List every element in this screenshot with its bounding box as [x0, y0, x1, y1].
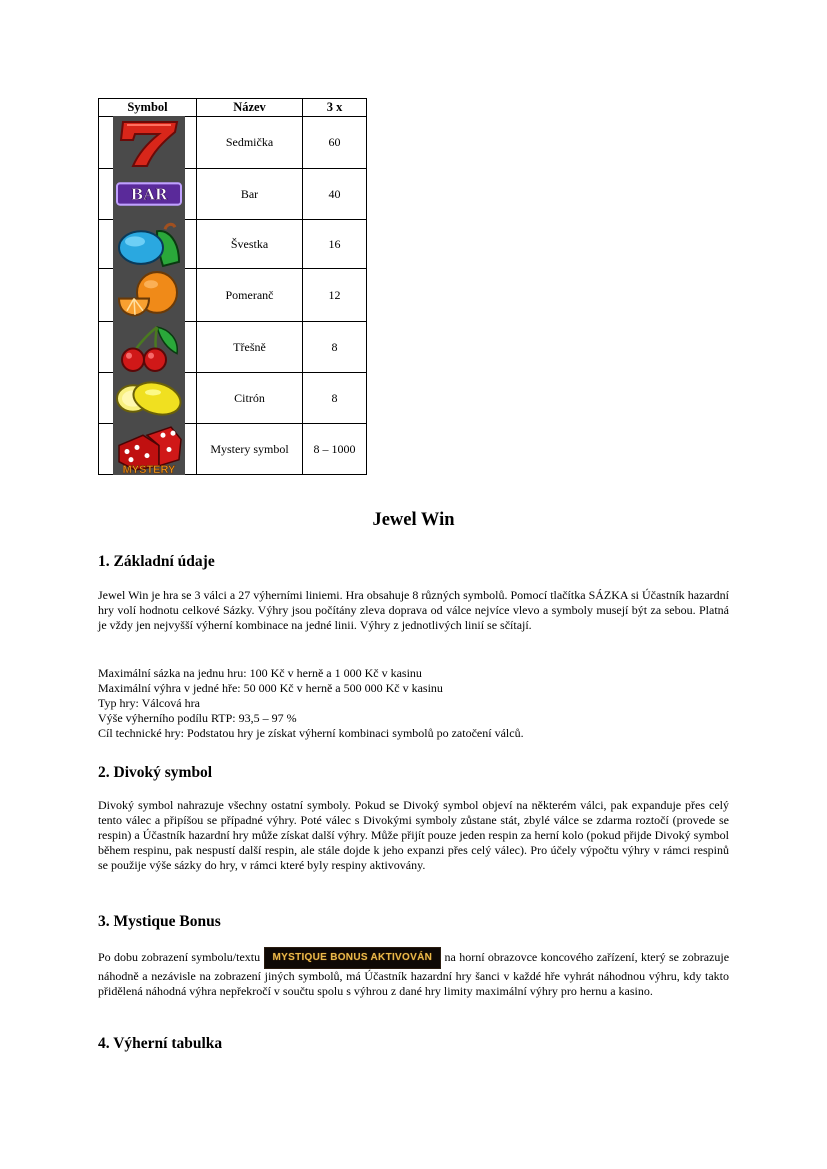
section-heading-basic-info: 1. Základní údaje	[98, 553, 215, 570]
mystique-bonus-badge: MYSTIQUE BONUS AKTIVOVÁN	[264, 947, 442, 969]
section-heading-wild-symbol: 2. Divoký symbol	[98, 764, 213, 781]
symbol-name: Švestka	[197, 220, 303, 269]
header-name: Název	[197, 99, 303, 117]
paragraph-text-before: Po dobu zobrazení symbolu/textu	[98, 950, 261, 964]
info-line-game-type: Typ hry: Válcová hra	[98, 696, 200, 710]
info-line-goal: Cíl technické hry: Podstatou hry je získat výherní kombinaci symbolů po zatočení válců.	[98, 726, 524, 740]
section-heading-mystique-bonus: 3. Mystique Bonus	[98, 913, 221, 930]
table-row	[99, 322, 367, 373]
symbol-multiplier: 40	[303, 169, 367, 220]
symbol-multiplier: 16	[303, 220, 367, 269]
table-header-row	[99, 99, 367, 117]
table-row	[99, 169, 367, 220]
symbol-multiplier: 8	[303, 373, 367, 424]
symbol-multiplier: 8	[303, 322, 367, 373]
symbol-name: Třešně	[197, 322, 303, 373]
symbol-name: Citrón	[197, 373, 303, 424]
symbol-cell	[99, 322, 197, 373]
header-symbol: Symbol	[99, 99, 197, 117]
orange-icon	[113, 268, 185, 322]
svg-text:BAR: BAR	[130, 185, 168, 204]
header-multiplier: 3 x	[303, 99, 367, 117]
info-line-max-win: Maximální výhra v jedné hře: 50 000 Kč v herně a 500 000 Kč v kasinu	[98, 681, 443, 695]
lemon-icon	[113, 372, 185, 424]
symbol-name: Sedmička	[197, 117, 303, 169]
symbol-cell	[99, 220, 197, 269]
svg-text:MYSTERY: MYSTERY	[122, 463, 176, 475]
section-heading-paytable: 4. Výherní tabulka	[98, 1035, 223, 1052]
paragraph-text-after: na horní obrazovce koncového zařízení, který se zobrazuje náhodně a nezávisle na zobrazení jiných symbolů, má Účastník hazardní hry šanci v každé hře vyhrát náhodnou výhru, kdy takto přidělená náhodná výhra nepřekročí v součtu spolu s výhrou z dané hry limity maximální výhry pro hernu a kasino.	[98, 950, 730, 998]
table-row	[99, 269, 367, 322]
table-row	[99, 424, 367, 475]
symbol-cell	[99, 117, 197, 169]
plum-icon	[113, 219, 185, 269]
basic-info-list	[98, 666, 729, 741]
symbol-multiplier: 8 – 1000	[303, 424, 367, 475]
mystery-dice-icon	[113, 423, 185, 475]
symbol-multiplier: 12	[303, 269, 367, 322]
symbol-cell	[99, 269, 197, 322]
table-row	[99, 373, 367, 424]
symbol-name: Bar	[197, 169, 303, 220]
bar-icon	[113, 168, 185, 220]
seven-icon	[113, 116, 185, 169]
symbol-name: Pomeranč	[197, 269, 303, 322]
info-line-rtp: Výše výherního podílu RTP: 93,5 – 97 %	[98, 711, 297, 725]
symbol-name: Mystery symbol	[197, 424, 303, 475]
section-paragraph-wild-symbol: Divoký symbol nahrazuje všechny ostatní symboly. Pokud se Divoký symbol objeví na některém válci, pak expanduje přes celý tento válec a připíšou se případné výhry. Poté válec s Divokými symboly zůstane stát, zbylé válce se zdarma roztočí (provede se respin) a Účastník hazardní hry může získat další výhry. Může přijít pouze jeden respin za herní kolo (pokud přijde Divoký symbol během respinu, pak nespustí další respin, ale stále dojde k jeho expanzi přes celý válec). Pro účely výpočtu výhry v rámci respinů se použije výše sázky do hry, v rámci které byly respiny aktivovány.	[98, 798, 729, 872]
table-row	[99, 117, 367, 169]
cherries-icon	[113, 321, 185, 373]
symbol-paytable	[98, 98, 367, 475]
section-paragraph-basic-info: Jewel Win je hra se 3 válci a 27 výherními liniemi. Hra obsahuje 8 různých symbolů. Pomocí tlačítka SÁZKA si Účastník hazardní hry volí hodnotu celkové Sázky. Výhry jsou počítány zleva doprava od válce nejvíce vlevo a symboly musejí být za sebou. Platná je vždy jen nejvyšší výherní kombinace na jedné linii. Výhry z jednotlivých linií se sčítají.	[98, 588, 729, 632]
symbol-cell	[99, 169, 197, 220]
symbol-multiplier: 60	[303, 117, 367, 169]
symbol-cell	[99, 424, 197, 475]
symbol-cell	[99, 373, 197, 424]
info-line-max-bet: Maximální sázka na jednu hru: 100 Kč v herně a 1 000 Kč v kasinu	[98, 666, 422, 680]
document-title: Jewel Win	[372, 510, 455, 530]
section-paragraph-mystique-bonus	[98, 947, 729, 999]
table-row	[99, 220, 367, 269]
